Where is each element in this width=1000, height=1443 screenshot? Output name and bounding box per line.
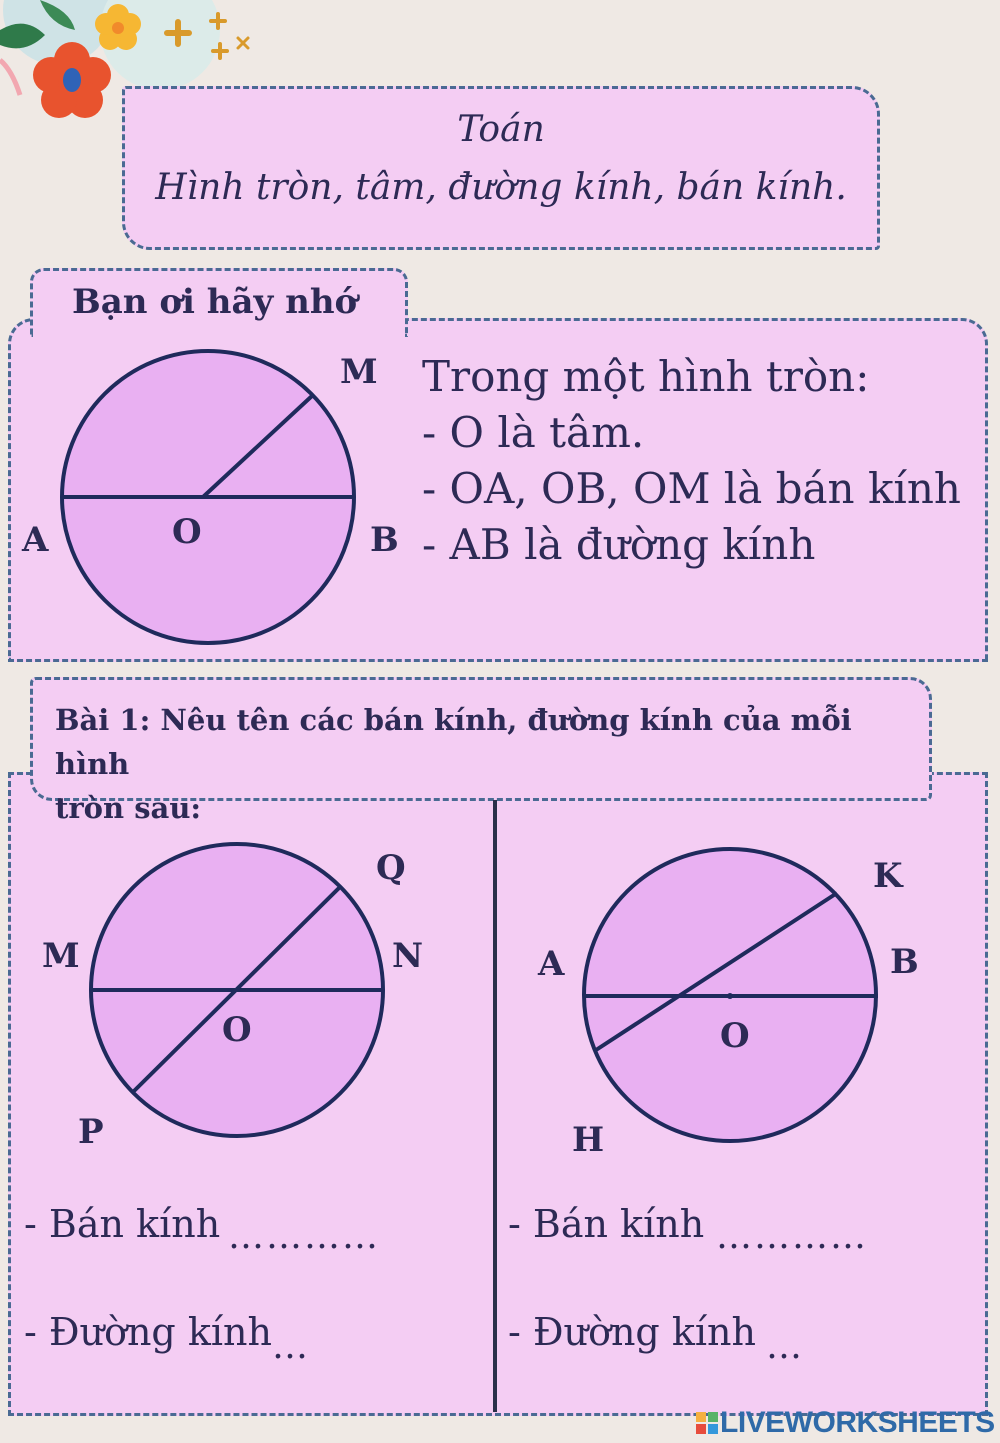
right-point-h-label: H (572, 1120, 605, 1160)
right-diameter-answer[interactable]: … (766, 1326, 804, 1367)
left-point-m-label: M (42, 936, 80, 976)
remember-title: Bạn ơi hãy nhớ (72, 282, 358, 322)
point-m-label: M (340, 352, 378, 392)
column-divider (493, 800, 497, 1412)
remember-circle-diagram (55, 345, 365, 655)
left-circle-diagram (85, 838, 390, 1143)
center-dot (727, 993, 733, 999)
rule-line-2: - O là tâm. (422, 408, 645, 457)
right-point-k-label: K (873, 856, 903, 896)
brand-name: LIVEWORKSHEETS (720, 1406, 995, 1439)
rule-line-1: Trong một hình tròn: (422, 352, 870, 401)
left-diameter-answer[interactable]: … (272, 1326, 310, 1367)
exercise-heading-box (30, 677, 932, 825)
left-point-n-label: N (392, 936, 424, 976)
exercise-question-line-1: Bài 1: Nêu tên các bán kính, đường kính của mỗi hình (55, 703, 852, 781)
liveworksheets-brand (696, 1406, 995, 1440)
right-diameter-label: - Đường kính (508, 1310, 756, 1354)
point-o-label: O (172, 512, 202, 552)
exercise-question (55, 698, 915, 830)
right-circle-diagram (580, 845, 885, 1150)
liveworksheets-logo-icon (696, 1412, 718, 1434)
rule-line-4: - AB là đường kính (422, 520, 816, 569)
right-radius-answer[interactable]: ………… (716, 1216, 868, 1257)
left-point-o-label: O (222, 1010, 252, 1050)
left-diameter-label: - Đường kính (24, 1310, 272, 1354)
left-point-q-label: Q (376, 848, 406, 888)
right-point-b-label: B (890, 942, 919, 982)
point-a-label: A (22, 520, 49, 560)
point-b-label: B (370, 520, 399, 560)
subject-title: Toán (457, 109, 545, 150)
right-point-o-label: O (720, 1016, 750, 1056)
left-point-p-label: P (78, 1112, 104, 1152)
lesson-title-box (122, 86, 880, 250)
right-radius-label: - Bán kính (508, 1202, 705, 1246)
rule-line-3: - OA, OB, OM là bán kính (422, 464, 961, 513)
right-point-a-label: A (538, 944, 565, 984)
lesson-title: Hình tròn, tâm, đường kính, bán kính. (155, 167, 847, 208)
exercise-question-line-2: tròn sau: (55, 791, 202, 825)
left-radius-answer[interactable]: ………… (228, 1216, 380, 1257)
left-radius-label: - Bán kính (24, 1202, 221, 1246)
